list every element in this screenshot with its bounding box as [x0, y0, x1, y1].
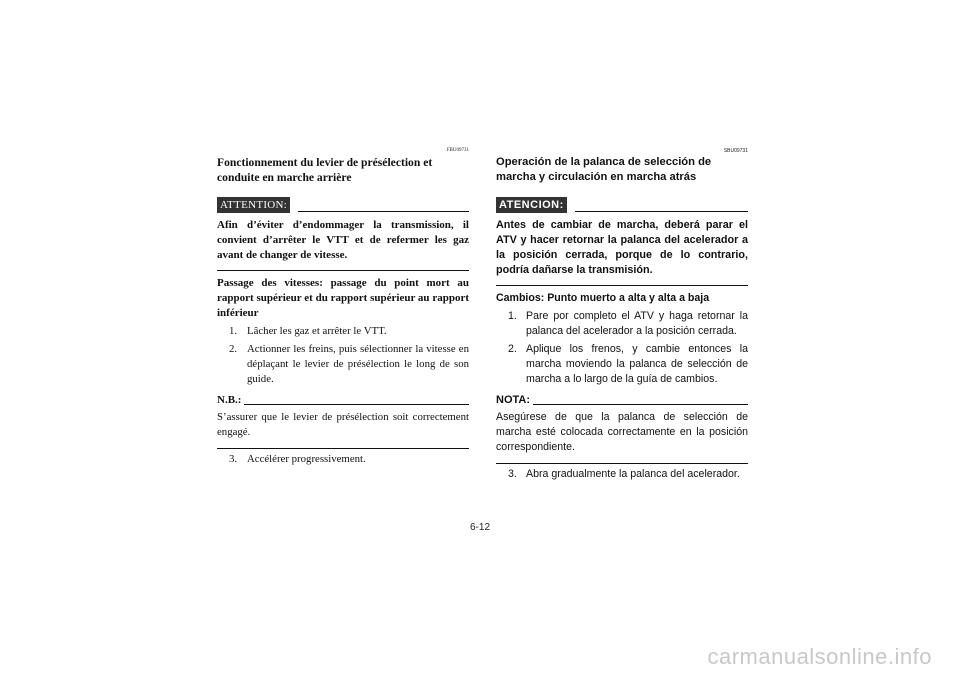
section-code: FBU09731	[446, 148, 469, 153]
spanish-column	[496, 148, 748, 482]
step-text: Lâcher les gaz et arrêter le VTT.	[247, 325, 387, 337]
step-number: 1.	[508, 310, 517, 322]
step-number: 3.	[229, 453, 238, 465]
french-column	[217, 148, 469, 467]
warning-header	[496, 197, 748, 213]
list-item	[496, 467, 748, 482]
note-header	[496, 394, 748, 407]
list-item	[496, 309, 748, 339]
divider	[533, 404, 748, 405]
warning-label: ATTENTION:	[217, 197, 290, 213]
divider	[298, 211, 469, 212]
step-text: Pare por completo el ATV y haga retornar la palanca del acelerador a la posición cerrada.	[526, 310, 748, 337]
subheading: Passage des vitesses: passage du point mort au rapport supérieur et du rapport supérieur au rapport inférieur	[217, 277, 469, 319]
list-item	[217, 452, 469, 467]
warning-header	[217, 197, 469, 213]
section-title: Operación de la palanca de selección de marcha y circulación en marcha atrás	[496, 156, 712, 183]
list-item	[496, 342, 748, 387]
warning-label: ATENCION:	[496, 197, 567, 213]
step-text: Aplique los frenos, y cambie entonces la marcha moviendo la palanca de selección de marcha a lo largo de la guía de cambios.	[526, 343, 748, 385]
list-item	[217, 324, 469, 339]
note-label: N.B.:	[217, 394, 242, 406]
note-label: NOTA:	[496, 394, 531, 406]
step-number: 2.	[508, 343, 517, 355]
note-text: S’assurer que le levier de présélection soit correctement engagé.	[217, 410, 469, 449]
warning-text: Antes de cambiar de marcha, deberá parar el ATV y hacer retornar la palanca del acelerador a la posición cerrada, porque de lo contrario, podría dañarse la transmisión.	[496, 218, 748, 286]
step-text: Actionner les freins, puis sélectionner la vitesse en déplaçant le levier de présélection le long de son guide.	[247, 343, 469, 385]
list-item	[217, 342, 469, 387]
step-number: 3.	[508, 468, 517, 480]
subheading: Cambios: Punto muerto a alta y alta a baja	[496, 292, 710, 304]
section-code: SBU09731	[723, 148, 748, 154]
divider	[575, 211, 748, 212]
warning-text: Afin d’éviter d’endommager la transmission, il convient d’arrêter le VTT et de refermer les gaz avant de changer de vitesse.	[217, 218, 469, 271]
divider	[244, 404, 469, 405]
watermark-text: carmanualsonline.info	[707, 644, 932, 669]
step-number: 1.	[229, 325, 238, 337]
step-number: 2.	[229, 343, 238, 355]
note-header	[217, 394, 469, 407]
section-title: Fonctionnement du levier de présélection et conduite en marche arrière	[217, 156, 433, 184]
step-text: Accélérer progressivement.	[247, 453, 366, 465]
page-number: 6-12	[469, 522, 490, 533]
step-text: Abra gradualmente la palanca del acelerador.	[526, 468, 740, 480]
note-text: Asegúrese de que la palanca de selección de marcha esté colocada correctamente en la posición correspondiente.	[496, 410, 748, 464]
